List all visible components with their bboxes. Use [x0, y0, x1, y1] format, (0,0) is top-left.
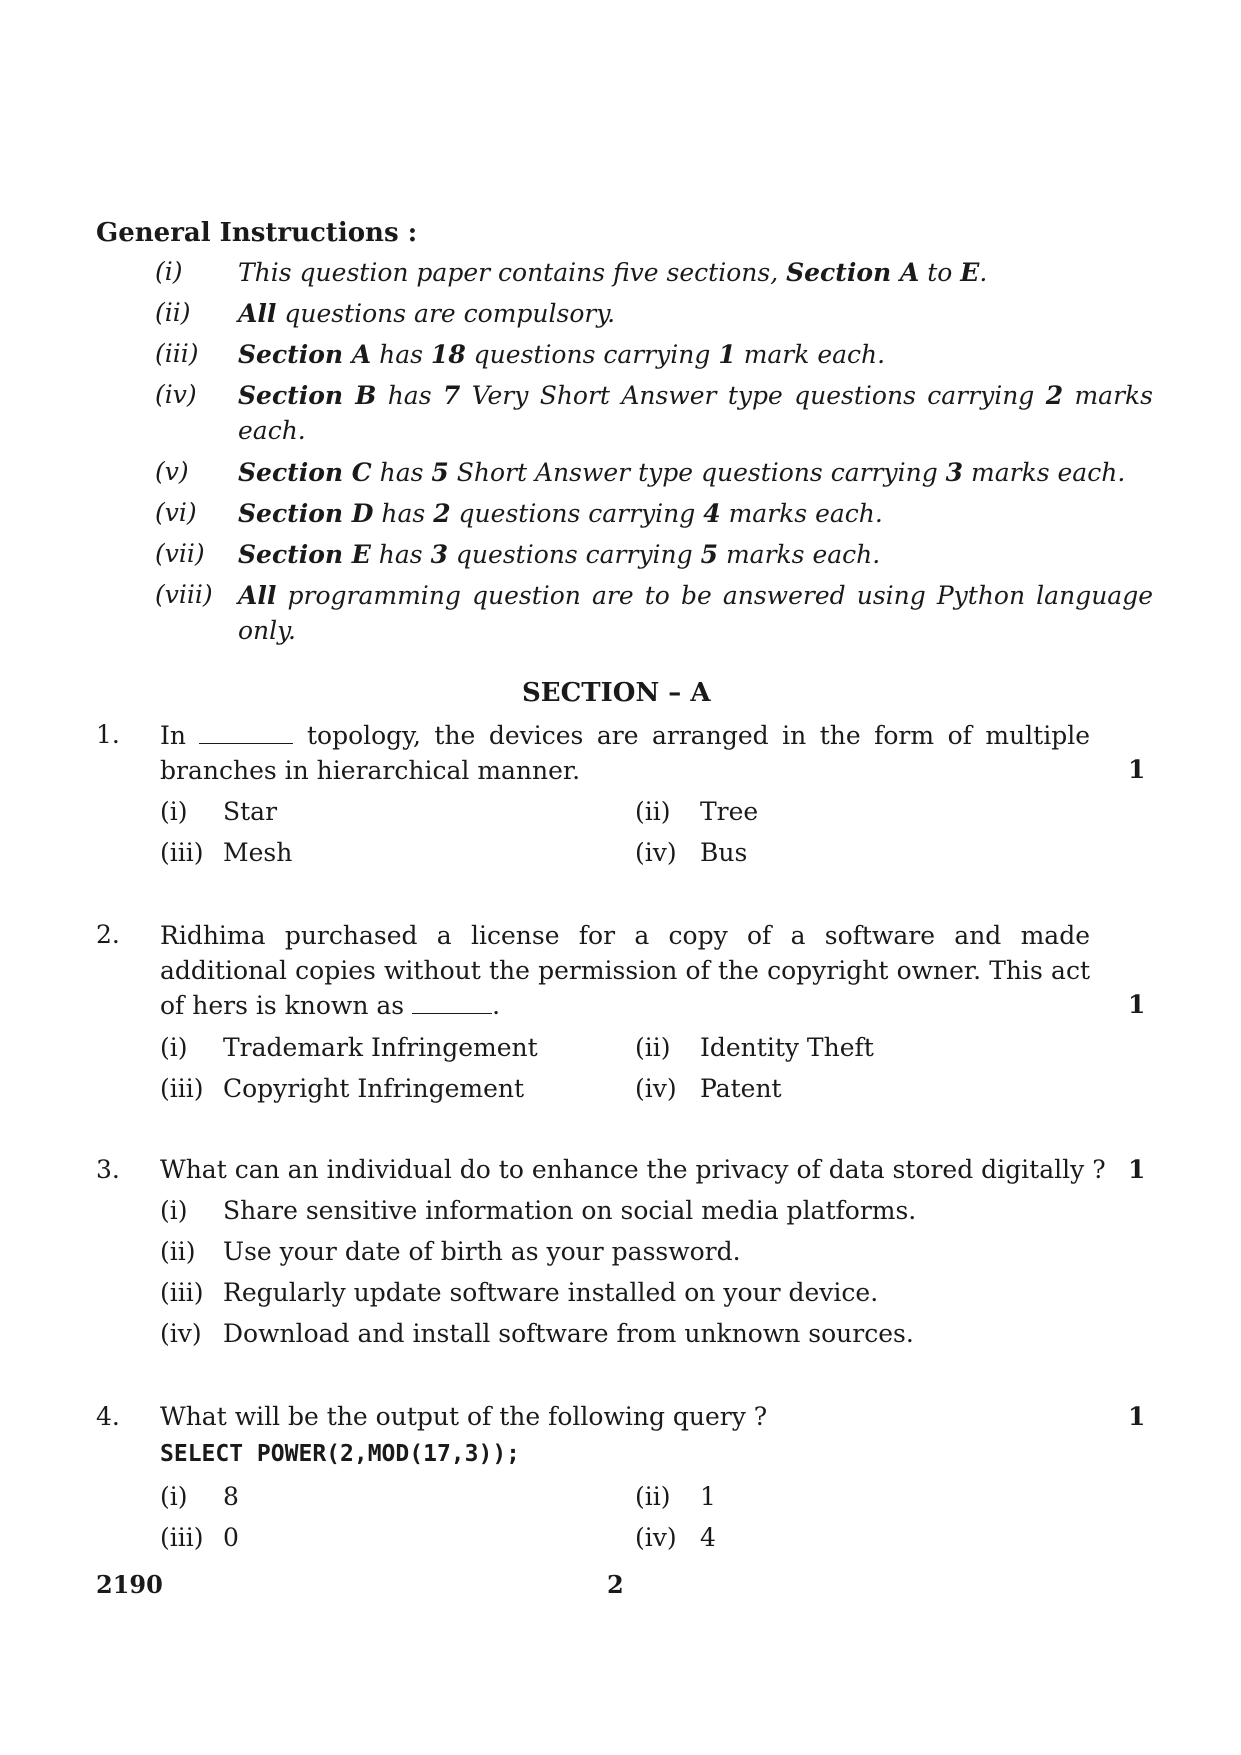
instruction-text: Section C has 5 Short Answer type questions carrying 3 marks each. — [238, 458, 1126, 487]
option-number: (iii) — [160, 1074, 204, 1103]
option-number: (i) — [160, 1033, 188, 1062]
option-text: Bus — [700, 838, 748, 867]
option-number: (iv) — [635, 838, 677, 867]
instruction-text: Section E has 3 questions carrying 5 marks each. — [238, 540, 881, 569]
option-number: (i) — [160, 797, 188, 826]
option-number: (iii) — [160, 1278, 204, 1307]
option-text: 1 — [700, 1482, 716, 1511]
option-number: (iv) — [635, 1523, 677, 1552]
answer-blank — [199, 723, 293, 744]
option-text: Share sensitive information on social media platforms. — [223, 1196, 917, 1225]
option-text: 4 — [700, 1523, 716, 1552]
question-number: 1. — [96, 720, 120, 749]
option-text: Copyright Infringement — [223, 1074, 525, 1103]
option-number: (ii) — [635, 1033, 671, 1062]
instruction-number: (vi) — [155, 498, 197, 527]
instruction-text: Section A has 18 questions carrying 1 mark each. — [238, 340, 886, 369]
instruction-text: Section B has 7 Very Short Answer type questions carrying 2 marks each. — [238, 381, 1153, 445]
instruction-number: (v) — [155, 457, 189, 486]
option-text: Tree — [700, 797, 759, 826]
option-text: Patent — [700, 1074, 782, 1103]
option-number: (iii) — [160, 838, 204, 867]
option-text: Use your date of birth as your password. — [223, 1237, 741, 1266]
option-number: (i) — [160, 1196, 188, 1225]
answer-blank — [412, 993, 492, 1014]
option-number: (iii) — [160, 1523, 204, 1552]
option-text: 8 — [223, 1482, 239, 1511]
instruction-text: All questions are compulsory. — [238, 299, 616, 328]
option-text: 0 — [223, 1523, 239, 1552]
option-number: (ii) — [635, 1482, 671, 1511]
question-mark: 1 — [1128, 990, 1146, 1019]
section-title: SECTION – A — [522, 678, 711, 708]
question-text: What can an individual do to enhance the privacy of data stored digitally ? — [160, 1155, 1106, 1184]
question-number: 3. — [96, 1155, 120, 1184]
option-number: (iv) — [635, 1074, 677, 1103]
instruction-number: (iii) — [155, 339, 199, 368]
option-number: (i) — [160, 1482, 188, 1511]
instruction-text: Section D has 2 questions carrying 4 marks each. — [238, 499, 883, 528]
question-text: In topology, the devices are arranged in the form of multiple branches in hierarchical manner. — [160, 721, 1090, 785]
question-text: Ridhima purchased a license for a copy of a software and made additional copies without the permission of the copyright owner. This act of hers is known as . — [160, 921, 1090, 1020]
instruction-text: This question paper contains five sections, Section A to E. — [238, 258, 988, 287]
option-text: Regularly update software installed on your device. — [223, 1278, 879, 1307]
option-text: Identity Theft — [700, 1033, 874, 1062]
option-number: (ii) — [635, 797, 671, 826]
paper-code: 2190 — [96, 1570, 163, 1599]
option-text: Mesh — [223, 838, 293, 867]
question-number: 4. — [96, 1402, 120, 1431]
option-text: Trademark Infringement — [223, 1033, 538, 1062]
option-text: Download and install software from unknown sources. — [223, 1319, 914, 1348]
option-number: (ii) — [160, 1237, 196, 1266]
instruction-number: (viii) — [155, 580, 213, 609]
general-instructions-heading: General Instructions : — [96, 218, 418, 248]
instruction-text: All programming question are to be answered using Python language only. — [238, 581, 1153, 645]
question-mark: 1 — [1128, 755, 1146, 784]
option-text: Star — [223, 797, 278, 826]
question-text: What will be the output of the following query ? — [160, 1402, 768, 1431]
question-mark: 1 — [1128, 1155, 1146, 1184]
question-mark: 1 — [1128, 1402, 1146, 1431]
sql-query: SELECT POWER(2,MOD(17,3)); — [160, 1441, 521, 1467]
page-number: 2 — [607, 1570, 624, 1599]
option-number: (iv) — [160, 1319, 202, 1348]
instruction-number: (ii) — [155, 298, 191, 327]
instruction-number: (vii) — [155, 539, 205, 568]
instruction-number: (i) — [155, 257, 183, 286]
question-number: 2. — [96, 920, 120, 949]
instruction-number: (iv) — [155, 380, 197, 409]
